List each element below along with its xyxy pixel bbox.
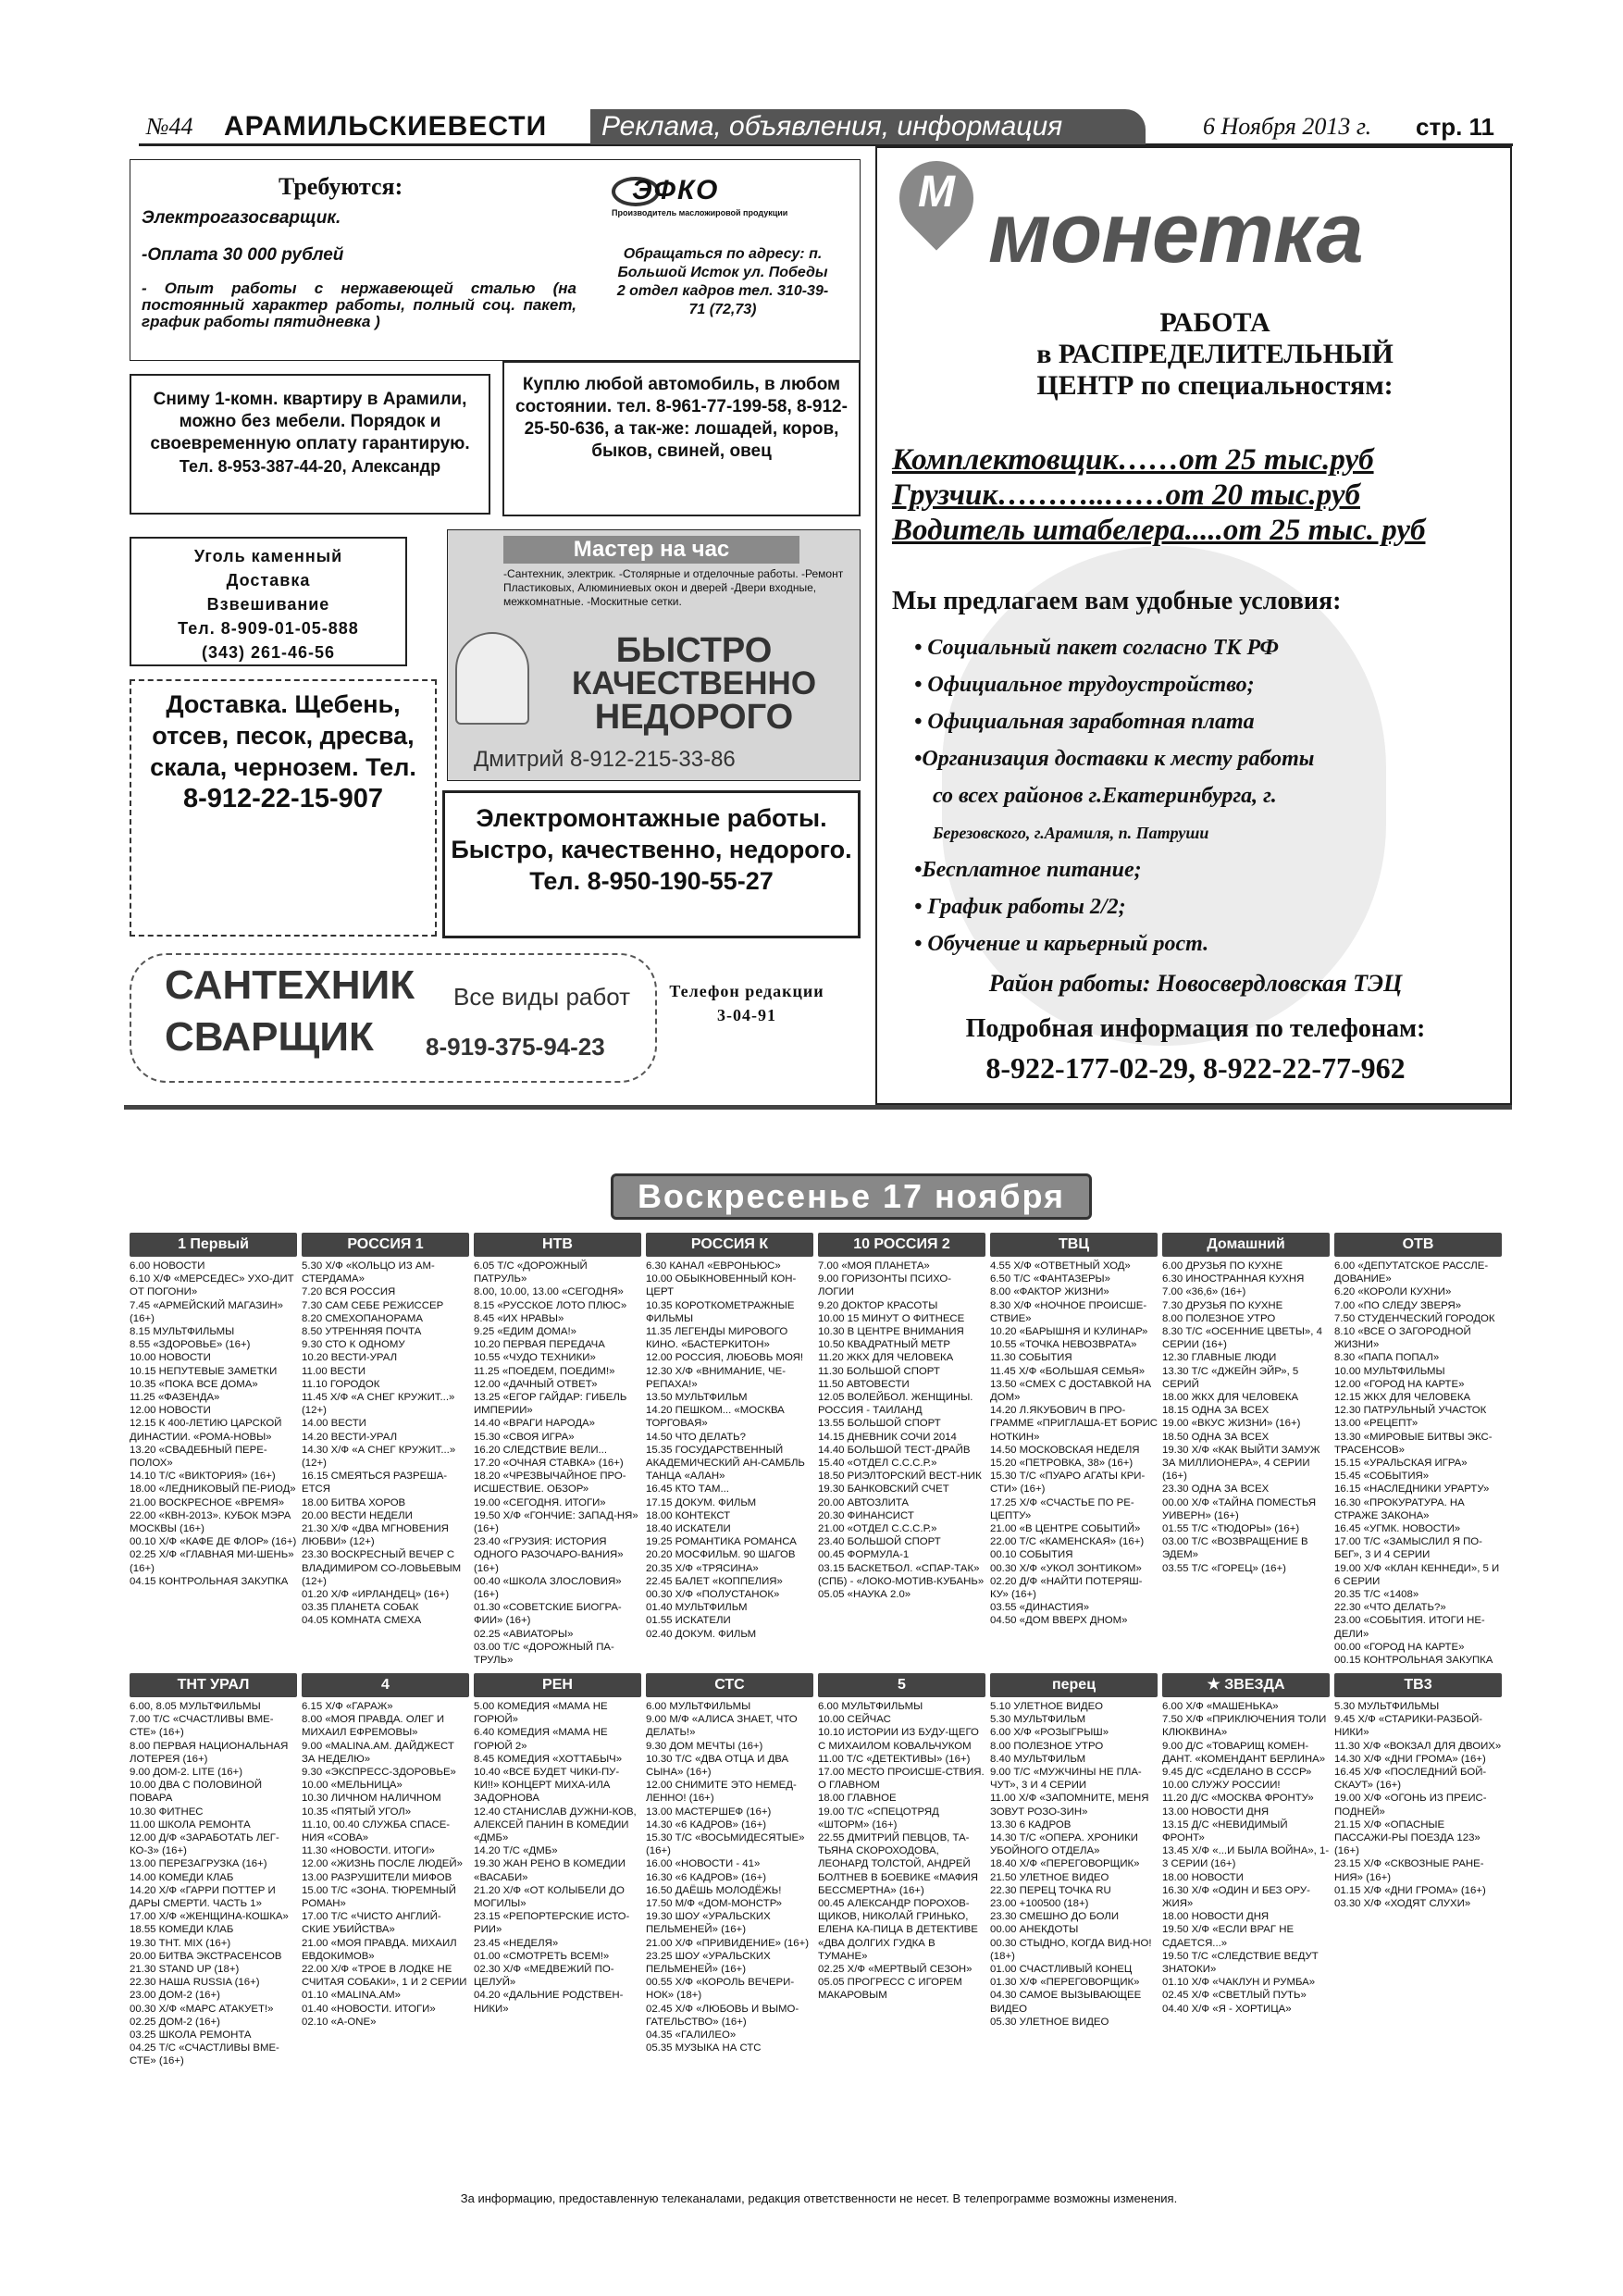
- tv-channel-logo: РОССИЯ 1: [302, 1233, 469, 1257]
- ad-delivery-text: Доставка. Щебень, отсев, песок, дресва, скала, чернозем. Тел.: [150, 690, 416, 781]
- tv-channel-logo: РОССИЯ К: [646, 1233, 813, 1257]
- monetka-offer: Мы предлагаем вам удобные условия:: [892, 587, 1342, 615]
- ad-master-contact: Дмитрий 8-912-215-33-86: [474, 747, 736, 772]
- tv-channel-schedule: 6.00 «ДЕПУТАТСКОЕ РАССЛЕ-ДОВАНИЕ» 6.20 «КОРОЛИ КУХНИ» 7.00 «ПО СЛЕДУ ЗВЕРЯ» 7.50 СТУДЕНЧЕСКИЙ ГОРОДОК 8.10 «ВСЕ О ЗАГОРОДНОЙ ЖИЗНИ» 8.30 «ПАПА ПОПАЛ» 10.00 МУЛЬТФИЛЬМЫ 12.00 «ГОРОД НА КАРТЕ» 12.15 ЖКХ ДЛЯ ЧЕЛОВЕКА 12.30 ПАТРУЛЬНЫЙ УЧАСТОК 13.00 «РЕЦЕПТ» 13.30 «МИРОВЫЕ БИТВЫ ЭКС-ТРАСЕНСОВ» 15.15 «УРАЛЬСКАЯ ИГРА» 15.45 «СОБЫТИЯ» 16.15 «НАСЛЕДНИКИ УРАРТУ» 16.30 «ПРОКУРАТУРА. НА СТРАЖЕ ЗАКОНА» 16.45 «УГМК. НОВОСТИ» 17.00 Т/С «ЗАМЫСЛИЛ Я ПО-БЕГ», 3 И 4 СЕРИИ 19.00 Х/Ф «КЛАН КЕННЕДИ», 5 И 6 СЕРИИ 20.35 Т/С «1408» 22.30 «ЧТО ДЕЛАТЬ?» 23.00 «СОБЫТИЯ. ИТОГИ НЕ-ДЕЛИ» 00.00 «ГОРОД НА КАРТЕ» 00.15 КОНТРОЛЬНАЯ ЗАКУПКА: [1334, 1260, 1500, 1666]
- monetka-info: Подробная информация по телефонам:: [965, 1014, 1426, 1043]
- monetka-heading1: РАБОТА: [1159, 307, 1270, 338]
- tv-disclaimer: За информацию, предоставленную телеканалами, редакция ответственности не несет. В телепрограмме возможны изменения.: [460, 2191, 1178, 2205]
- tv-channel-column: [990, 1233, 1158, 1666]
- issue-number: №44: [146, 113, 193, 140]
- ad-efko: [130, 159, 861, 361]
- tv-channel-column: [474, 1673, 641, 2101]
- ad-electro-phone: Тел. 8-950-190-55-27: [529, 867, 774, 895]
- ad-plumber-line2: СВАРЩИК: [165, 1014, 374, 1060]
- monetka-condition: •Организация доставки к месту работы: [914, 747, 1315, 771]
- ad-rent-phone: Тел. 8-953-387-44-20, Александр: [179, 457, 441, 476]
- tv-channel-logo: РЕН: [474, 1673, 641, 1697]
- tv-channel-logo: ОТВ: [1334, 1233, 1502, 1257]
- ad-rent-text: Сниму 1-комн. квартиру в Арамили, можно без мебели. Порядок и своевременную оплату гарантирую.: [150, 390, 470, 453]
- tv-channel-logo: 4: [302, 1673, 469, 1697]
- monetka-condition: • Официальное трудоустройство;: [914, 673, 1255, 697]
- ad-coal-phone2: (343) 261-46-56: [201, 643, 336, 662]
- ad-master-slogan: [537, 631, 851, 737]
- ad-master-title: Мастер на час: [503, 536, 799, 564]
- monetka-condition: •Бесплатное питание;: [914, 858, 1142, 882]
- ad-coal-line1: Уголь каменный: [193, 547, 343, 565]
- monetka-heading2: в РАСПРЕДЕЛИТЕЛЬНЫЙ: [1036, 339, 1394, 369]
- tv-channel-schedule: 6.00 Х/Ф «МАШЕНЬКА» 7.50 Х/Ф «ПРИКЛЮЧЕНИЯ ТОЛИ КЛЮКВИНА» 9.00 Д/С «ТОВАРИЩ КОМЕН-ДАНТ. «КОМЕНДАНТ БЕРЛИНА» 9.45 Д/С «СДЕЛАНО В СССР» 10.00 СЛУЖУ РОССИИ! 11.20 Д/С «МОСКВА ФРОНТУ» 13.00 НОВОСТИ ДНЯ 13.15 Д/С «НЕВИДИМЫЙ ФРОНТ» 13.45 Х/Ф «...И БЫЛА ВОЙНА», 1-3 СЕРИИ (16+) 18.00 НОВОСТИ 16.30 Х/Ф «ОДИН И БЕЗ ОРУ-ЖИЯ» 18.00 НОВОСТИ ДНЯ 19.50 Х/Ф «ЕСЛИ ВРАГ НЕ СДАЕТСЯ...» 19.50 Т/С «СЛЕДСТВИЕ ВЕДУТ ЗНАТОКИ» 01.10 Х/Ф «ЧАКЛУН И РУМБА» 02.45 Х/Ф «СВЕТЛЫЙ ПУТЬ» 04.40 Х/Ф «Я - ХОРТИЦА»: [1162, 1701, 1330, 2015]
- monetka-phones: 8-922-177-02-29, 8-922-22-77-962: [985, 1051, 1406, 1085]
- monetka-condition: со всех районов г.Екатеринбурга, г.: [933, 784, 1277, 808]
- tv-channel-schedule: 6.00, 8.05 МУЛЬТФИЛЬМЫ 7.00 Т/С «СЧАСТЛИВЫ ВМЕ-СТЕ» (16+) 8.00 ПЕРВАЯ НАЦИОНАЛЬНАЯ ЛОТЕРЕЯ (16+) 9.00 ДОМ-2. LITE (16+) 10.00 ДВА С ПОЛОВИНОЙ ПОВАРА 10.30 ФИТНЕС 11.00 ШКОЛА РЕМОНТА 12.00 Д/Ф «ЗАРАБОТАТЬ ЛЕГ-КО-3» (16+) 13.00 ПЕРЕЗАГРУЗКА (16+) 14.00 КОМЕДИ КЛАБ 14.20 Х/Ф «ГАРРИ ПОТТЕР И ДАРЫ СМЕРТИ. ЧАСТЬ 1» 17.00 Х/Ф «ЖЕНЩИНА-КОШКА» 18.55 КОМЕДИ КЛАБ 19.30 ТНТ. MIX (16+) 20.00 БИТВА ЭКСТРАСЕНСОВ 21.30 STAND UP (18+) 22.30 НАША RUSSIA (16+) 23.00 ДОМ-2 (16+) 00.30 Х/Ф «МАРС АТАКУЕТ!» 02.25 ДОМ-2 (16+) 03.25 ШКОЛА РЕМОНТА 04.25 Т/С «СЧАСТЛИВЫ ВМЕ-СТЕ» (16+): [130, 1701, 289, 2067]
- tv-channel-column: [1162, 1673, 1330, 2101]
- tv-channel-column: [818, 1233, 985, 1666]
- tv-channel-column: [302, 1673, 469, 2101]
- ad-master-slogan1: БЫСТРО: [615, 631, 773, 670]
- ad-coal-line3: Взвешивание: [206, 595, 330, 614]
- tv-channel-schedule: 6.00 МУЛЬТФИЛЬМЫ 10.00 СЕЙЧАС 10.10 ИСТОРИИ ИЗ БУДУ-ЩЕГО С МИХАИЛОМ КОВАЛЬЧУКОМ 11.00 Т/С «ДЕТЕКТИВЫ» (16+) 17.00 МЕСТО ПРОИСШЕ-СТВИЯ. О ГЛАВНОМ 18.00 ГЛАВНОЕ 19.00 Т/С «СПЕЦОТРЯД «ШТОРМ» (16+) 22.55 ДМИТРИЙ ПЕВЦОВ, ТА-ТЬЯНА СКОРОХОДОВА, ЛЕОНАРД ТОЛСТОЙ, АНДРЕЙ БОЛТНЕВ В БОЕВИКЕ «МАФИЯ БЕССМЕРТНА» (16+) 00.45 АЛЕКСАНДР ПОРОХОВ-ЩИКОВ, НИКОЛАЙ ГРИНЬКО, ЕЛЕНА КА-ПИЦА В ДЕТЕКТИВЕ «ДВА ДОЛГИХ ГУДКА В ТУМАНЕ» 02.25 Х/Ф «МЕРТВЫЙ СЕЗОН» 05.05 ПРОГРЕСС С ИГОРЕМ МАКАРОВЫМ: [818, 1701, 985, 2002]
- ad-coal: [130, 537, 407, 666]
- worker-icon: [455, 632, 529, 725]
- monetka-logo: монетка: [988, 186, 1363, 280]
- tv-channel-schedule: 5.10 УЛЕТНОЕ ВИДЕО 5.30 МУЛЬТФИЛЬМ 6.00 Х/Ф «РОЗЫГРЫШ» 8.00 ПОЛЕЗНОЕ УТРО 8.40 МУЛЬТФИЛЬМ 9.00 Т/С «МУЖЧИНЫ НЕ ПЛА-ЧУТ», 3 И 4 СЕРИИ 11.00 Х/Ф «ЗАПОМНИТЕ, МЕНЯ ЗОВУТ РОЗО-ЗИН» 13.30 6 КАДРОВ 14.30 Т/С «ОПЕРА. ХРОНИКИ УБОЙНОГО ОТДЕЛА» 18.40 Х/Ф «ПЕРЕГОВОРЩИК» 21.50 УЛЕТНОЕ ВИДЕО 22.30 ПЕРЕЦ ТОЧКА RU 23.00 +100500 (18+) 23.30 СМЕШНО ДО БОЛИ 00.00 АНЕКДОТЫ 00.30 СТЫДНО, КОГДА ВИД-НО! (18+) 01.00 СЧАСТЛИВЫЙ КОНЕЦ 01.30 Х/Ф «ПЕРЕГОВОРЩИК» 04.30 САМОЕ ВЫЗЫВАЮЩЕЕ ВИДЕО 05.30 УЛЕТНОЕ ВИДЕО: [990, 1701, 1152, 2028]
- tv-channel-logo: ТВЦ: [990, 1233, 1158, 1257]
- ad-plumber-phone: 8-919-375-94-23: [426, 1033, 605, 1061]
- tv-channel-column: [1334, 1233, 1502, 1666]
- efko-logo-text: ЭФКО: [632, 175, 720, 205]
- tv-channel-logo: 1 Первый: [130, 1233, 297, 1257]
- tv-channel-logo: 10 РОССИЯ 2: [818, 1233, 985, 1257]
- monetka-condition: • Официальная заработная плата: [914, 710, 1255, 734]
- tv-channel-schedule: 6.00 МУЛЬТФИЛЬМЫ 9.00 М/Ф «АЛИСА ЗНАЕТ, ЧТО ДЕЛАТЬ!» 9.30 ДОМ МЕЧТЫ (16+) 10.30 Т/С «ДВА ОТЦА И ДВА СЫНА» (16+) 12.00 СНИМИТЕ ЭТО НЕМЕД-ЛЕННО! (16+) 13.00 МАСТЕРШЕФ (16+) 14.30 «6 КАДРОВ» (16+) 15.30 Т/С «ВОСЬМИДЕСЯТЫЕ» (16+) 16.00 «НОВОСТИ - 41» 16.30 «6 КАДРОВ» (16+) 16.50 ДАЁШЬ МОЛОДЁЖЬ! 17.50 М/Ф «ДОМ-МОНСТР» 19.30 ШОУ «УРАЛЬСКИХ ПЕЛЬМЕНЕЙ» (16+) 21.00 Х/Ф «ПРИВИДЕНИЕ» (16+) 23.25 ШОУ «УРАЛЬСКИХ ПЕЛЬМЕНЕЙ» (16+) 00.55 Х/Ф «КОРОЛЬ ВЕЧЕРИ-НОК» (18+) 02.45 Х/Ф «ЛЮБОВЬ И ВЫМО-ГАТЕЛЬСТВО» (16+) 04.35 «ГАЛИЛЕО» 05.35 МУЗЫКА НА СТС: [646, 1701, 810, 2054]
- tv-channel-column: [130, 1233, 297, 1666]
- tv-channel-column: [1334, 1673, 1502, 2101]
- tv-channel-column: [646, 1673, 813, 2101]
- section-divider: [124, 1105, 1512, 1110]
- monetka-conditions: [914, 629, 1506, 962]
- monetka-condition: • Обучение и карьерный рост.: [914, 932, 1209, 956]
- tv-channel-logo: НТВ: [474, 1233, 641, 1257]
- ad-efko-requirements: - Опыт работы с нержавеющей сталью (на постоянный характер работы, полный соц. пакет, график работы пятидневка ): [142, 279, 576, 330]
- monetka-job: Комплектовщик……от 25 тыс.руб: [892, 443, 1374, 477]
- ad-coal-line2: Доставка: [226, 571, 311, 590]
- tv-channel-schedule: 4.55 Х/Ф «ОТВЕТНЫЙ ХОД» 6.50 Т/С «ФАНТАЗЕРЫ» 8.00 «ФАКТОР ЖИЗНИ» 8.30 Х/Ф «НОЧНОЕ ПРОИСШЕ-СТВИЕ» 10.20 «БАРЫШНЯ И КУЛИНАР» 10.55 «ТОЧКА НЕВОЗВРАТА» 11.30 СОБЫТИЯ 11.45 Х/Ф «БОЛЬШАЯ СЕМЬЯ» 13.50 «СМЕХ С ДОСТАВКОЙ НА ДОМ» 14.20 Л.ЯКУБОВИЧ В ПРО-ГРАММЕ «ПРИГЛАША-ЕТ БОРИС НОТКИН» 14.50 МОСКОВСКАЯ НЕДЕЛЯ 15.20 «ПЕТРОВКА, 38» (16+) 15.30 Т/С «ПУАРО АГАТЫ КРИ-СТИ» (16+) 17.25 Х/Ф «СЧАСТЬЕ ПО РЕ-ЦЕПТУ» 21.00 «В ЦЕНТРЕ СОБЫТИЙ» 22.00 Т/С «КАМЕНСКАЯ» (16+) 00.10 СОБЫТИЯ 00.30 Х/Ф «УКОЛ ЗОНТИКОМ» 02.20 Д/Ф «НАЙТИ ПОТЕРЯШ-КУ» (16+) 03.55 «ДИНАСТИЯ» 04.50 «ДОМ ВВЕРХ ДНОМ»: [990, 1260, 1158, 1627]
- ad-plumber-works: Все виды работ: [453, 983, 631, 1011]
- ad-redaction-phone: Телефон редакции 3-04-91: [669, 982, 824, 1024]
- ad-car-text: Куплю любой автомобиль, в любом состоянии. тел. 8-961-77-199-58, 8-912-25-50-636, а так-же: лошадей, коров, быков, свиней, овец: [515, 375, 848, 461]
- tv-channel-schedule: 6.30 КАНАЛ «ЕВРОНЬЮС» 10.00 ОБЫКНОВЕННЫЙ КОН-ЦЕРТ 10.35 КОРОТКОМЕТРАЖНЫЕ ФИЛЬМЫ 11.35 ЛЕГЕНДЫ МИРОВОГО КИНО. «БАСТЕРКИТОН» 12.00 РОССИЯ, ЛЮБОВЬ МОЯ! 12.30 Х/Ф «ВНИМАНИЕ, ЧЕ-РЕПАХА!» 13.50 МУЛЬТФИЛЬМ 14.20 ПЕШКОМ... «МОСКВА ТОРГОВАЯ» 14.50 ЧТО ДЕЛАТЬ? 15.35 ГОСУДАРСТВЕННЫЙ АКАДЕМИЧЕСКИЙ АН-САМБЛЬ ТАНЦА «АЛАН» 16.45 КТО ТАМ... 17.15 ДОКУМ. ФИЛЬМ 18.00 КОНТЕКСТ 18.40 ИСКАТЕЛИ 19.25 РОМАНТИКА РОМАНСА 20.20 МОСФИЛЬМ. 90 ШАГОВ 20.35 Х/Ф «ТРЯСИНА» 22.45 БАЛЕТ «КОППЕЛИЯ» 00.30 Х/Ф «ПОЛУСТАНОК» 01.40 МУЛЬТФИЛЬМ 01.55 ИСКАТЕЛИ 02.40 ДОКУМ. ФИЛЬМ: [646, 1260, 805, 1640]
- ad-master-services: -Сантехник, электрик. -Столярные и отделочные работы. -Ремонт Пластиковых, Алюминиевых окон и дверей -Двери входные, межкомнатные. -Москитные сетки.: [503, 567, 844, 608]
- ad-efko-logo: [612, 173, 834, 219]
- monetka-condition: Березовского, г.Арамиля, п. Патруши: [933, 824, 1209, 842]
- ad-monetka: [875, 146, 1512, 1105]
- tv-channel-column: [990, 1673, 1158, 2101]
- ad-master-slogan3: НЕДОРОГО: [594, 698, 794, 737]
- page-header: [139, 109, 1513, 146]
- tv-channel-logo: 5: [818, 1673, 985, 1697]
- tv-channel-schedule: 5.30 Х/Ф «КОЛЬЦО ИЗ АМ-СТЕРДАМА» 7.20 ВСЯ РОССИЯ 7.30 САМ СЕБЕ РЕЖИССЕР 8.20 СМЕХОПАНОРАМА 8.50 УТРЕННЯЯ ПОЧТА 9.30 СТО К ОДНОМУ 10.20 ВЕСТИ-УРАЛ 11.00 ВЕСТИ 11.10 ГОРОДОК 11.45 Х/Ф «А СНЕГ КРУЖИТ...» (12+) 14.00 ВЕСТИ 14.20 ВЕСТИ-УРАЛ 14.30 Х/Ф «А СНЕГ КРУЖИТ...» (12+) 16.15 СМЕЯТЬСЯ РАЗРЕША-ЕТСЯ 18.00 БИТВА ХОРОВ 20.00 ВЕСТИ НЕДЕЛИ 21.30 Х/Ф «ДВА МГНОВЕНИЯ ЛЮБВИ» (12+) 23.30 ВОСКРЕСНЫЙ ВЕЧЕР С ВЛАДИМИРОМ СО-ЛОВЬЕВЫМ (12+) 01.20 Х/Ф «ИРЛАНДЕЦ» (16+) 03.35 ПЛАНЕТА СОБАК 04.05 КОМНАТА СМЕХА: [302, 1260, 462, 1627]
- ad-master-slogan2: КАЧЕСТВЕННО: [571, 665, 817, 701]
- tv-channel-schedule: 5.30 МУЛЬТФИЛЬМЫ 9.45 Х/Ф «СТАРИКИ-РАЗБОЙ-НИКИ» 11.30 Х/Ф «ВОКЗАЛ ДЛЯ ДВОИХ» 14.30 Х/Ф «ДНИ ГРОМА» (16+) 16.45 Х/Ф «ПОСЛЕДНИЙ БОЙ-СКАУТ» (16+) 19.00 Х/Ф «ОГОНЬ ИЗ ПРЕИС-ПОДНЕЙ» 21.15 Х/Ф «ОПАСНЫЕ ПАССАЖИ-РЫ ПОЕЗДА 123» (16+) 23.15 Х/Ф «СКВОЗНЫЕ РАНЕ-НИЯ» (16+) 01.15 Х/Ф «ДНИ ГРОМА» (16+) 03.30 Х/Ф «ХОДЯТ СЛУХИ»: [1334, 1701, 1502, 1910]
- tv-channel-schedule: 6.15 Х/Ф «ГАРАЖ» 8.00 «МОЯ ПРАВДА. ОЛЕГ И МИХАИЛ ЕФРЕМОВЫ» 9.00 «MALINA.AM. ДАЙДЖЕСТ ЗА НЕДЕЛЮ» 9.30 «ЭКСПРЕСС-ЗДОРОВЬЕ» 10.00 «МЕЛЬНИЦА» 10.30 ЛИЧНОМ НАЛИЧНОМ 10.35 «ПЯТЫЙ УГОЛ» 11.10, 00.40 СЛУЖБА СПАСЕ-НИЯ «СОВА» 11.30 «НОВОСТИ. ИТОГИ» 12.00 «ЖИЗНЬ ПОСЛЕ ЛЮДЕЙ» 13.00 РАЗРУШИТЕЛИ МИФОВ 15.00 Т/С «ЗОНА. ТЮРЕМНЫЙ РОМАН» 17.00 Т/С «ЧИСТО АНГЛИЙ-СКИЕ УБИЙСТВА» 21.00 «МОЯ ПРАВДА. МИХАИЛ ЕВДОКИМОВ» 22.00 Х/Ф «ТРОЕ В ЛОДКЕ НЕ СЧИТАЯ СОБАКИ», 1 И 2 СЕРИИ 01.10 «MALINA.AM» 01.40 «НОВОСТИ. ИТОГИ» 02.10 «А-ONE»: [302, 1701, 467, 2028]
- monetka-condition: • График работы 2/2;: [914, 895, 1126, 919]
- tv-channel-column: [130, 1673, 297, 2101]
- tv-channel-schedule: 7.00 «МОЯ ПЛАНЕТА» 9.00 ГОРИЗОНТЫ ПСИХО-ЛОГИИ 9.20 ДОКТОР КРАСОТЫ 10.00 15 МИНУТ О ФИТНЕСЕ 10.30 В ЦЕНТРЕ ВНИМАНИЯ 10.50 КВАДРАТНЫЙ МЕТР 11.20 ЖКХ ДЛЯ ЧЕЛОВЕКА 11.30 БОЛЬШОЙ СПОРТ 11.50 АВТОВЕСТИ 12.05 ВОЛЕЙБОЛ. ЖЕНЩИНЫ. РОССИЯ - ТАИЛАНД 13.55 БОЛЬШОЙ СПОРТ 14.15 ДНЕВНИК СОЧИ 2014 14.40 БОЛЬШОЙ ТЕСТ-ДРАЙВ 15.40 «ОТДЕЛ С.С.С.Р.» 18.50 РИЭЛТОРСКИЙ ВЕСТ-НИК 19.30 БАНКОВСКИЙ СЧЕТ 20.00 АВТОЗЛИТА 20.30 ФИНАНСИСТ 21.00 «ОТДЕЛ С.С.С.Р.» 23.40 БОЛЬШОЙ СПОРТ 00.45 ФОРМУЛА-1 03.15 БАСКЕТБОЛ. «СПАР-ТАК» (СПБ) - «ЛОКО-МОТИВ-КУБАНЬ» 05.05 «НАУКА 2.0»: [818, 1260, 985, 1601]
- monetka-jobs: [892, 442, 1503, 548]
- monetka-job: Водитель штабелера.....от 25 тыс. руб: [892, 514, 1426, 547]
- tv-channel-schedule: 6.05 Т/С «ДОРОЖНЫЙ ПАТРУЛЬ» 8.00, 10.00, 13.00 «СЕГОДНЯ» 8.15 «РУССКОЕ ЛОТО ПЛЮС» 8.45 «ИХ НРАВЫ» 9.25 «ЕДИМ ДОМА!» 10.20 ПЕРВАЯ ПЕРЕДАЧА 10.55 «ЧУДО ТЕХНИКИ» 11.25 «ПОЕДЕМ, ПОЕДИМ!» 12.00 «ДАЧНЫЙ ОТВЕТ» 13.25 «ЕГОР ГАЙДАР: ГИБЕЛЬ ИМПЕРИИ» 14.40 «ВРАГИ НАРОДА» 15.30 «СВОЯ ИГРА» 16.20 СЛЕДСТВИЕ ВЕЛИ... 17.20 «ОЧНАЯ СТАВКА» (16+) 18.20 «ЧРЕЗВЫЧАЙНОЕ ПРО-ИСШЕСТВИЕ. ОБЗОР» 19.00 «СЕГОДНЯ. ИТОГИ» 19.50 Х/Ф «ГОНЧИЕ: ЗАПАД-НЯ» (16+) 23.40 «ГРУЗИЯ: ИСТОРИЯ ОДНОГО РАЗОЧАРО-ВАНИЯ» (16+) 00.40 «ШКОЛА ЗЛОСЛОВИЯ» (16+) 01.30 «СОВЕТСКИЕ БИОГРА-ФИИ» (16+) 02.25 «АВИАТОРЫ» 03.00 Т/С «ДОРОЖНЫЙ ПА-ТРУЛЬ»: [474, 1260, 638, 1666]
- ad-electro: [442, 790, 861, 938]
- ad-master: [447, 529, 861, 781]
- tv-channel-schedule: 5.00 КОМЕДИЯ «МАМА НЕ ГОРЮЙ» 6.40 КОМЕДИЯ «МАМА НЕ ГОРЮЙ 2» 8.45 КОМЕДИЯ «ХОТТАБЫЧ» 10.40 «ВСЕ БУДЕТ ЧИКИ-ПУ-КИ!!» КОНЦЕРТ МИХА-ИЛА ЗАДОРНОВА 12.40 СТАНИСЛАВ ДУЖНИ-КОВ, АЛЕКСЕЙ ПАНИН В КОМЕДИИ «ДМБ» 14.20 Т/С «ДМБ» 19.30 ЖАН РЕНО В КОМЕДИИ «ВАСАБИ» 21.20 Х/Ф «ОТ КОЛЫБЕЛИ ДО МОГИЛЫ» 23.15 «РЕПОРТЕРСКИЕ ИСТО-РИИ» 23.45 «НЕДЕЛЯ» 01.00 «СМОТРЕТЬ ВСЕМ!» 02.30 Х/Ф «МЕДВЕЖИЙ ПО-ЦЕЛУЙ» 04.20 «ДАЛЬНИЕ РОДСТВЕН-НИКИ»: [474, 1701, 637, 2015]
- page-number: стр. 11: [1416, 113, 1495, 141]
- ad-electro-text: Электромонтажные работы. Быстро, качественно, недорого.: [451, 804, 852, 863]
- ad-delivery-phone: 8-912-22-15-907: [182, 784, 384, 813]
- ad-car: [502, 361, 861, 516]
- tv-channel-logo: СТС: [646, 1673, 813, 1697]
- tv-channel-column: [474, 1233, 641, 1666]
- ad-plumber: [130, 953, 657, 1083]
- tv-channel-column: [302, 1233, 469, 1666]
- tv-channel-logo: ★ ЗВЕЗДА: [1162, 1673, 1330, 1697]
- ad-efko-job: Электрогазосварщик.: [142, 208, 341, 228]
- ad-plumber-line1: САНТЕХНИК: [165, 962, 415, 1008]
- monetka-logo-letter: М: [918, 168, 955, 217]
- ad-efko-contact: Обращаться по адресу: п. Большой Исток ул. Победы 2 отдел кадров тел. 310-39-71 (72,73): [616, 246, 829, 317]
- tv-channel-column: [646, 1233, 813, 1666]
- ad-efko-salary: -Оплата 30 000 рублей: [142, 245, 344, 265]
- ad-coal-phone1: Тел. 8-909-01-05-888: [178, 619, 359, 638]
- tv-channel-column: [1162, 1233, 1330, 1666]
- monetka-heading3: ЦЕНТР по специальностям:: [1036, 370, 1394, 401]
- monetka-area: Район работы: Новосвердловская ТЭЦ: [988, 970, 1403, 997]
- section-title: Реклама, объявления, информация: [590, 109, 1146, 144]
- tv-channel-column: [818, 1673, 985, 2101]
- tv-channel-schedule: 6.00 НОВОСТИ 6.10 Х/Ф «МЕРСЕДЕС» УХО-ДИТ ОТ ПОГОНИ» 7.45 «АРМЕЙСКИЙ МАГАЗИН» (16+) 8.15 МУЛЬТФИЛЬМЫ 8.55 «ЗДОРОВЬЕ» (16+) 10.00 НОВОСТИ 10.15 НЕПУТЕВЫЕ ЗАМЕТКИ 10.35 «ПОКА ВСЕ ДОМА» 11.25 «ФАЗЕНДА» 12.00 НОВОСТИ 12.15 К 400-ЛЕТИЮ ЦАРСКОЙ ДИНАСТИИ. «РОМА-НОВЫ» 13.20 «СВАДЕБНЫЙ ПЕРЕ-ПОЛОХ» 14.10 Т/С «ВИКТОРИЯ» (16+) 18.00 «ЛЕДНИКОВЫЙ ПЕ-РИОД» 21.00 ВОСКРЕСНОЕ «ВРЕМЯ» 22.00 «КВН-2013». КУБОК МЭРА МОСКВЫ (16+) 00.10 Х/Ф «КАФЕ ДЕ ФЛОР» (16+) 02.25 Х/Ф «ГЛАВНАЯ МИ-ШЕНЬ» (16+) 04.15 КОНТРОЛЬНАЯ ЗАКУПКА: [130, 1260, 297, 1587]
- issue-date: 6 Ноября 2013 г.: [1203, 113, 1372, 140]
- tv-channel-logo: ТНТ УРАЛ: [130, 1673, 297, 1697]
- tv-channel-logo: Домашний: [1162, 1233, 1330, 1257]
- ad-efko-title: Требуются:: [279, 173, 403, 200]
- monetka-heading: [933, 307, 1497, 402]
- newspaper-name: АРАМИЛЬСКИЕВЕСТИ: [224, 111, 548, 142]
- efko-logo-subtitle: Производитель масложировой продукции: [612, 208, 788, 217]
- ad-delivery: [130, 679, 437, 937]
- tv-channel-logo: перец: [990, 1673, 1158, 1697]
- monetka-job: Грузчик………..……от 20 тыс.руб: [892, 478, 1360, 512]
- tv-program-title: Воскресенье 17 ноября: [611, 1173, 1092, 1220]
- tv-channel-schedule: 6.00 ДРУЗЬЯ ПО КУХНЕ 6.30 ИНОСТРАННАЯ КУХНЯ 7.00 «36,6» (16+) 7.30 ДРУЗЬЯ ПО КУХНЕ 8.00 ПОЛЕЗНОЕ УТРО 8.30 Т/С «ОСЕННИЕ ЦВЕТЫ», 4 СЕРИИ (16+) 12.30 ГЛАВНЫЕ ЛЮДИ 13.30 Т/С «ДЖЕЙН ЭЙР», 5 СЕРИЙ 18.00 ЖКХ ДЛЯ ЧЕЛОВЕКА 18.15 ОДНА ЗА ВСЕХ 19.00 «ВКУС ЖИЗНИ» (16+) 18.50 ОДНА ЗА ВСЕХ 19.30 Х/Ф «КАК ВЫЙТИ ЗАМУЖ ЗА МИЛЛИОНЕРА», 4 СЕРИИ (16+) 23.30 ОДНА ЗА ВСЕХ 00.00 Х/Ф «ТАЙНА ПОМЕСТЬЯ УИВЕРН» (16+) 01.55 Т/С «ТЮДОРЫ» (16+) 03.00 Т/С «ВОЗВРАЩЕНИЕ В ЭДЕМ» 03.55 Т/С «ГОРЕЦ» (16+): [1162, 1260, 1322, 1574]
- ad-rent: [130, 374, 490, 515]
- monetka-condition: • Социальный пакет согласно ТК РФ: [914, 636, 1279, 660]
- tv-channel-logo: ТВ3: [1334, 1673, 1502, 1697]
